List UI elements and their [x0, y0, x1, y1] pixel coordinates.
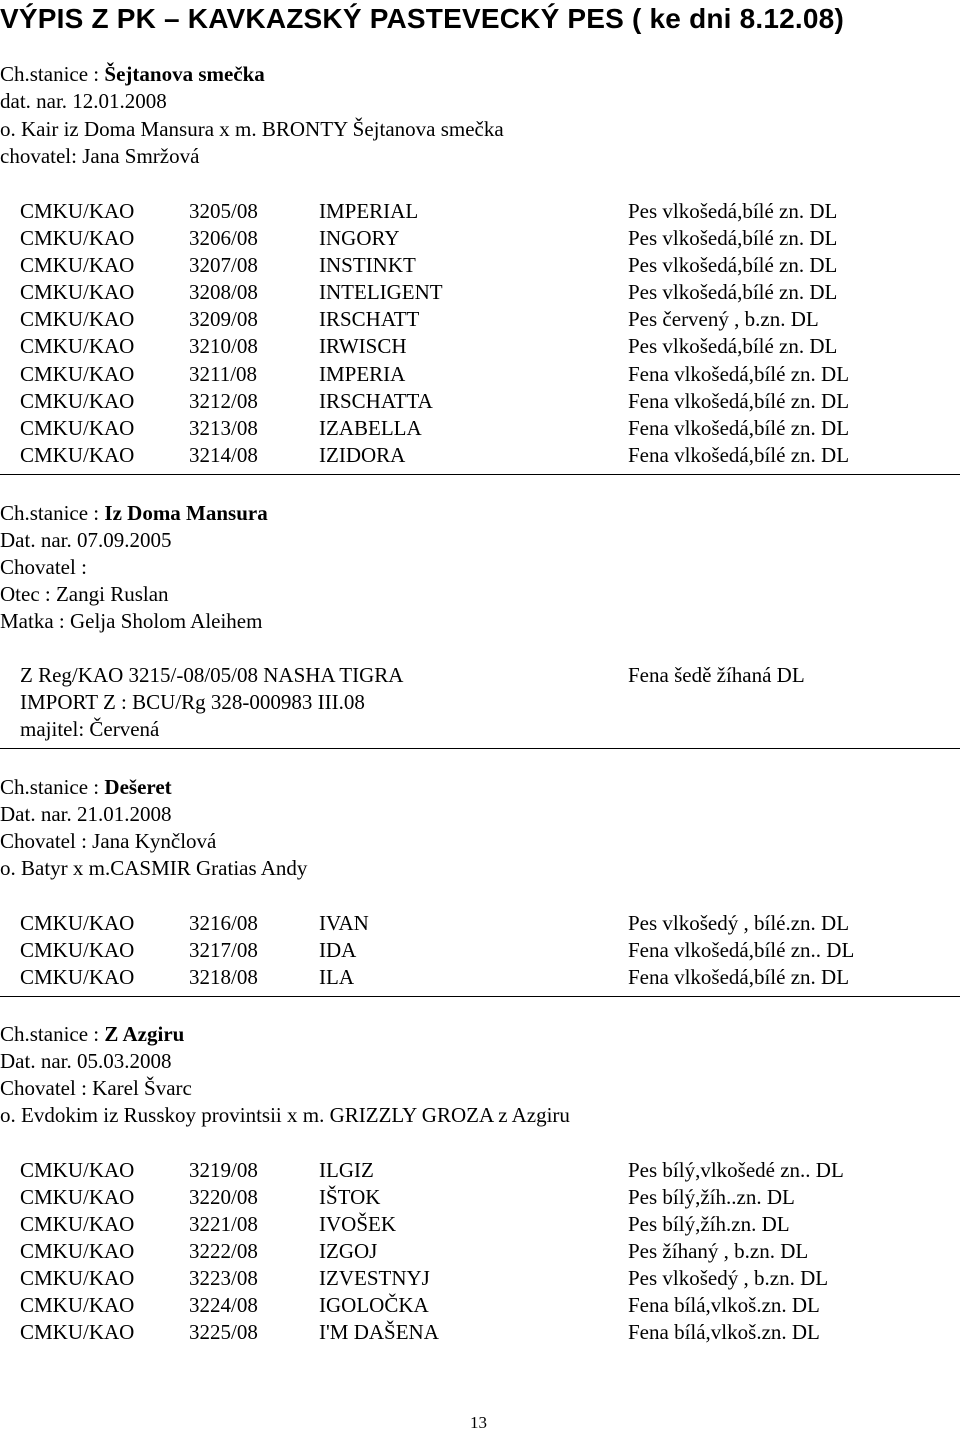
birth-date: Dat. nar. 21.01.2008: [0, 802, 172, 826]
table-row: [0, 1184, 960, 1211]
breeder: Chovatel :: [0, 555, 87, 579]
page-number: 13: [470, 1413, 487, 1432]
dog-name: IZGOJ: [319, 1239, 378, 1263]
station-line: [0, 1021, 184, 1048]
station-name: Dešeret: [104, 775, 172, 799]
dog-details: Pes bílý,žíh.zn. DL: [628, 1212, 790, 1236]
table-row: [0, 1238, 960, 1265]
dog-details: Pes vlkošedá,bílé zn. DL: [628, 226, 838, 250]
table-row: [0, 306, 960, 333]
reg-number: 3213/08: [189, 416, 258, 440]
registry: CMKU/KAO: [20, 280, 135, 304]
dog-name: IŠTOK: [319, 1185, 381, 1209]
station-line: [0, 61, 265, 88]
station-label: Ch.stanice :: [0, 1022, 105, 1046]
table-row: [0, 388, 960, 415]
dog-name: IRSCHATTA: [319, 389, 433, 413]
reg-number: 3211/08: [189, 362, 258, 386]
parents: o. Batyr x m.CASMIR Gratias Andy: [0, 856, 308, 880]
dog-name: IVOŠEK: [319, 1212, 396, 1236]
dog-details: Pes vlkošedá,bílé zn. DL: [628, 334, 838, 358]
birth-date: Dat. nar. 07.09.2005: [0, 528, 172, 552]
dog-name: IDA: [319, 938, 357, 962]
dog-details: Fena šedě žíhaná DL: [628, 663, 805, 687]
dog-details: Fena vlkošedá,bílé zn. DL: [628, 416, 850, 440]
station-name: Šejtanova smečka: [104, 62, 265, 86]
table-row: [0, 333, 960, 360]
table-row: [0, 662, 960, 689]
table-row: [0, 1292, 960, 1319]
reg-number: 3210/08: [189, 334, 258, 358]
registry: CMKU/KAO: [20, 226, 135, 250]
table-row: [0, 910, 960, 937]
reg-number: 3223/08: [189, 1266, 258, 1290]
table-row: [0, 279, 960, 306]
parents: o. Kair iz Doma Mansura x m. BRONTY Šejtanova smečka: [0, 117, 504, 141]
import-entry: IMPORT Z : BCU/Rg 328-000983 III.08: [20, 690, 365, 714]
reg-number: 3225/08: [189, 1320, 258, 1344]
dog-details: Fena vlkošedá,bílé zn.. DL: [628, 938, 855, 962]
registry: CMKU/KAO: [20, 334, 135, 358]
reg-number: 3224/08: [189, 1293, 258, 1317]
reg-number: 3206/08: [189, 226, 258, 250]
station-label: Ch.stanice :: [0, 501, 105, 525]
dog-name: IVAN: [319, 911, 369, 935]
table-row: [0, 689, 960, 716]
reg-number: 3214/08: [189, 443, 258, 467]
breeder: Chovatel : Karel Švarc: [0, 1076, 192, 1100]
dog-name: IZIDORA: [319, 443, 406, 467]
registry: CMKU/KAO: [20, 1239, 135, 1263]
registry: CMKU/KAO: [20, 1293, 135, 1317]
registry: CMKU/KAO: [20, 443, 135, 467]
reg-number: 3219/08: [189, 1158, 258, 1182]
table-row: [0, 415, 960, 442]
dog-details: Pes vlkošedá,bílé zn. DL: [628, 199, 838, 223]
registry: CMKU/KAO: [20, 911, 135, 935]
table-row: [0, 198, 960, 225]
registry: CMKU/KAO: [20, 1158, 135, 1182]
registry: CMKU/KAO: [20, 1212, 135, 1236]
dog-name: INSTINKT: [319, 253, 416, 277]
table-row: [0, 716, 960, 743]
dog-name: INTELIGENT: [319, 280, 443, 304]
dog-name: IZVESTNYJ: [319, 1266, 430, 1290]
table-row: [0, 1265, 960, 1292]
father: Otec : Zangi Ruslan: [0, 582, 169, 606]
station-line: [0, 500, 268, 527]
station-name: Z Azgiru: [104, 1022, 185, 1046]
mother: Matka : Gelja Sholom Aleihem: [0, 609, 263, 633]
dog-details: Fena bílá,vlkoš.zn. DL: [628, 1320, 820, 1344]
dog-details: Pes vlkošedá,bílé zn. DL: [628, 253, 838, 277]
dog-details: Pes bílý,žíh..zn. DL: [628, 1185, 795, 1209]
table-row: [0, 1319, 960, 1346]
registry: CMKU/KAO: [20, 307, 135, 331]
registry: CMKU/KAO: [20, 253, 135, 277]
registry: CMKU/KAO: [20, 965, 135, 989]
reg-number: 3221/08: [189, 1212, 258, 1236]
reg-number: 3222/08: [189, 1239, 258, 1263]
dog-name: IRSCHATT: [319, 307, 420, 331]
dog-name: IGOLOČKA: [319, 1293, 429, 1317]
table-row: [0, 937, 960, 964]
dog-name: ILGIZ: [319, 1158, 374, 1182]
dog-details: Fena vlkošedá,bílé zn. DL: [628, 965, 850, 989]
table-row: [0, 361, 960, 388]
table-row: [0, 1211, 960, 1238]
dog-name: IZABELLA: [319, 416, 422, 440]
parents: o. Evdokim iz Russkoy provintsii x m. GRIZZLY GROZA z Azgiru: [0, 1103, 570, 1127]
breeder: Chovatel : Jana Kynčlová: [0, 829, 217, 853]
station-line: [0, 774, 172, 801]
reg-number: 3205/08: [189, 199, 258, 223]
reg-number: 3208/08: [189, 280, 258, 304]
reg-number: 3209/08: [189, 307, 258, 331]
birth-date: dat. nar. 12.01.2008: [0, 89, 167, 113]
dog-details: Pes červený , b.zn. DL: [628, 307, 819, 331]
table-row: [0, 964, 960, 991]
document-title: VÝPIS Z PK – KAVKAZSKÝ PASTEVECKÝ PES ( ke dni 8.12.08): [0, 3, 844, 34]
station-label: Ch.stanice :: [0, 62, 105, 86]
birth-date: Dat. nar. 05.03.2008: [0, 1049, 172, 1073]
dog-details: Pes vlkošedý , bílé.zn. DL: [628, 911, 850, 935]
dog-name: ILA: [319, 965, 354, 989]
reg-number: 3218/08: [189, 965, 258, 989]
dog-name: INGORY: [319, 226, 400, 250]
dog-name: IMPERIAL: [319, 199, 419, 223]
dog-details: Fena bílá,vlkoš.zn. DL: [628, 1293, 820, 1317]
registry: CMKU/KAO: [20, 199, 135, 223]
table-row: [0, 442, 960, 469]
station-name: Iz Doma Mansura: [104, 501, 268, 525]
owner: majitel: Červená: [20, 717, 160, 741]
reg-number: 3216/08: [189, 911, 258, 935]
registry: CMKU/KAO: [20, 1266, 135, 1290]
registry: CMKU/KAO: [20, 1185, 135, 1209]
registry: CMKU/KAO: [20, 389, 135, 413]
reg-number: 3220/08: [189, 1185, 258, 1209]
table-row: [0, 1157, 960, 1184]
dog-details: Pes žíhaný , b.zn. DL: [628, 1239, 809, 1263]
dog-details: Fena vlkošedá,bílé zn. DL: [628, 362, 850, 386]
section-divider: [0, 996, 960, 997]
section-divider: [0, 748, 960, 749]
breeder: chovatel: Jana Smržová: [0, 144, 200, 168]
registry: CMKU/KAO: [20, 362, 135, 386]
reg-number: 3212/08: [189, 389, 258, 413]
section-divider: [0, 474, 960, 475]
dog-name: I'M DAŠENA: [319, 1320, 439, 1344]
table-row: [0, 225, 960, 252]
reg-number: 3207/08: [189, 253, 258, 277]
dog-name: IRWISCH: [319, 334, 407, 358]
dog-details: Pes vlkošedá,bílé zn. DL: [628, 280, 838, 304]
dog-details: Fena vlkošedá,bílé zn. DL: [628, 443, 850, 467]
dog-details: Fena vlkošedá,bílé zn. DL: [628, 389, 850, 413]
dog-details: Pes vlkošedý , b.zn. DL: [628, 1266, 829, 1290]
station-label: Ch.stanice :: [0, 775, 105, 799]
reg-number: 3217/08: [189, 938, 258, 962]
dog-name: IMPERIA: [319, 362, 406, 386]
registry: CMKU/KAO: [20, 1320, 135, 1344]
import-entry: Z Reg/KAO 3215/-08/05/08 NASHA TIGRA: [20, 663, 404, 687]
registry: CMKU/KAO: [20, 938, 135, 962]
registry: CMKU/KAO: [20, 416, 135, 440]
table-row: [0, 252, 960, 279]
dog-details: Pes bílý,vlkošedé zn.. DL: [628, 1158, 844, 1182]
